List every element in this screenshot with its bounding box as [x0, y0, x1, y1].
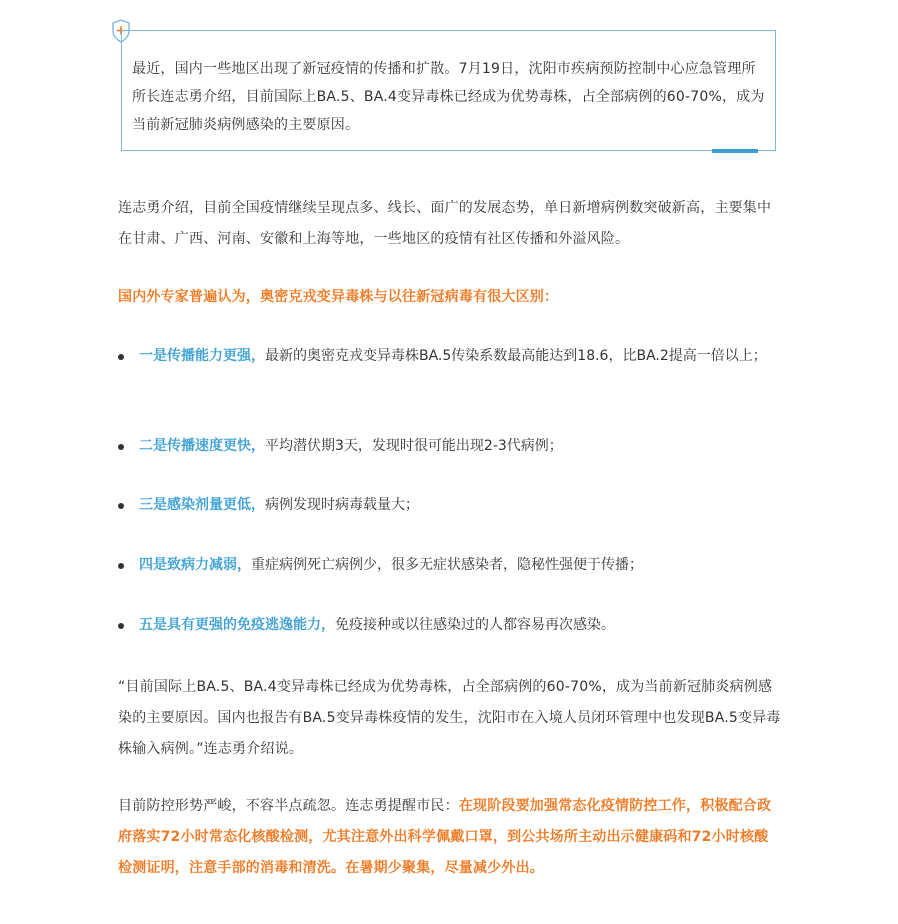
bullet-lead: 一是传播能力更强，: [139, 348, 265, 364]
paragraph-situation: 连志勇介绍，目前全国疫情继续呈现点多、线长、面广的发展态势，单日新增病例数突破新高，主要集中在甘肃、广西、河南、安徽和上海等地，一些地区的疫情有社区传播和外溢风险。: [118, 200, 772, 247]
list-item: [118, 610, 782, 641]
list-item: [118, 431, 782, 462]
bullet-text: 最新的奥密克戎变异毒株BA.5传染系数最高能达到18.6，比BA.2提高一倍以上；: [265, 348, 767, 364]
bullet-dot: [118, 623, 124, 629]
bullet-lead: 三是感染剂量更低，: [139, 497, 265, 513]
intro-callout-box: [121, 30, 776, 151]
paragraph-quote: “目前国际上BA.5、BA.4变异毒株已经成为优势毒株，占全部病例的60-70%，成为当前新冠肺炎病例感染的主要原因。国内也报告有BA.5变异毒株疫情的发生，沈阳市在入境人员闭环管理中也发现BA.5变异毒株输入病例。”连志勇介绍说。: [118, 679, 781, 757]
bullet-lead: 二是传播速度更快，: [139, 438, 265, 454]
callout-accent-bar: [712, 149, 758, 153]
bullet-dot: [118, 563, 124, 569]
expert-heading: 国内外专家普遍认为，奥密克戎变异毒株与以往新冠病毒有很大区别：: [118, 289, 559, 305]
bullet-text: 免疫接种或以往感染过的人都容易再次感染。: [335, 617, 615, 633]
bullet-lead: 五是具有更强的免疫逃逸能力，: [139, 617, 335, 633]
list-item: [118, 490, 782, 521]
list-item: [118, 341, 782, 372]
bullet-text: 平均潜伏期3天，发现时很可能出现2-3代病例；: [265, 438, 563, 454]
bullet-dot: [118, 444, 124, 450]
bullet-text: 重症病例死亡病例少，很多无症状感染者，隐秘性强便于传播；: [251, 557, 643, 573]
reminder-plain: 目前防控形势严峻，不容半点疏忽。连志勇提醒市民：: [118, 798, 459, 814]
bullet-dot: [118, 354, 124, 360]
intro-callout-text: 最近，国内一些地区出现了新冠疫情的传播和扩散。7月19日，沈阳市疾病预防控制中心应急管理所所长连志勇介绍，目前国际上BA.5、BA.4变异毒株已经成为优势毒株，占全部病例的60-70%，成为当前新冠肺炎病例感染的主要原因。: [132, 61, 765, 133]
reminder-highlight: 在现阶段要加强常态化疫情防控工作，积极配合政府落实72小时常态化核酸检测，尤其注意外出科学佩戴口罩，到公共场所主动出示健康码和72小时核酸检测证明，注意手部的消毒和清洗。在暑期少聚集，尽量减少外出。: [118, 798, 772, 876]
list-item: [118, 550, 782, 581]
bullet-text: 病例发现时病毒载量大；: [265, 497, 419, 513]
bullet-dot: [118, 503, 124, 509]
bullet-lead: 四是致病力减弱，: [139, 557, 251, 573]
paragraph-reminder: [118, 791, 782, 884]
